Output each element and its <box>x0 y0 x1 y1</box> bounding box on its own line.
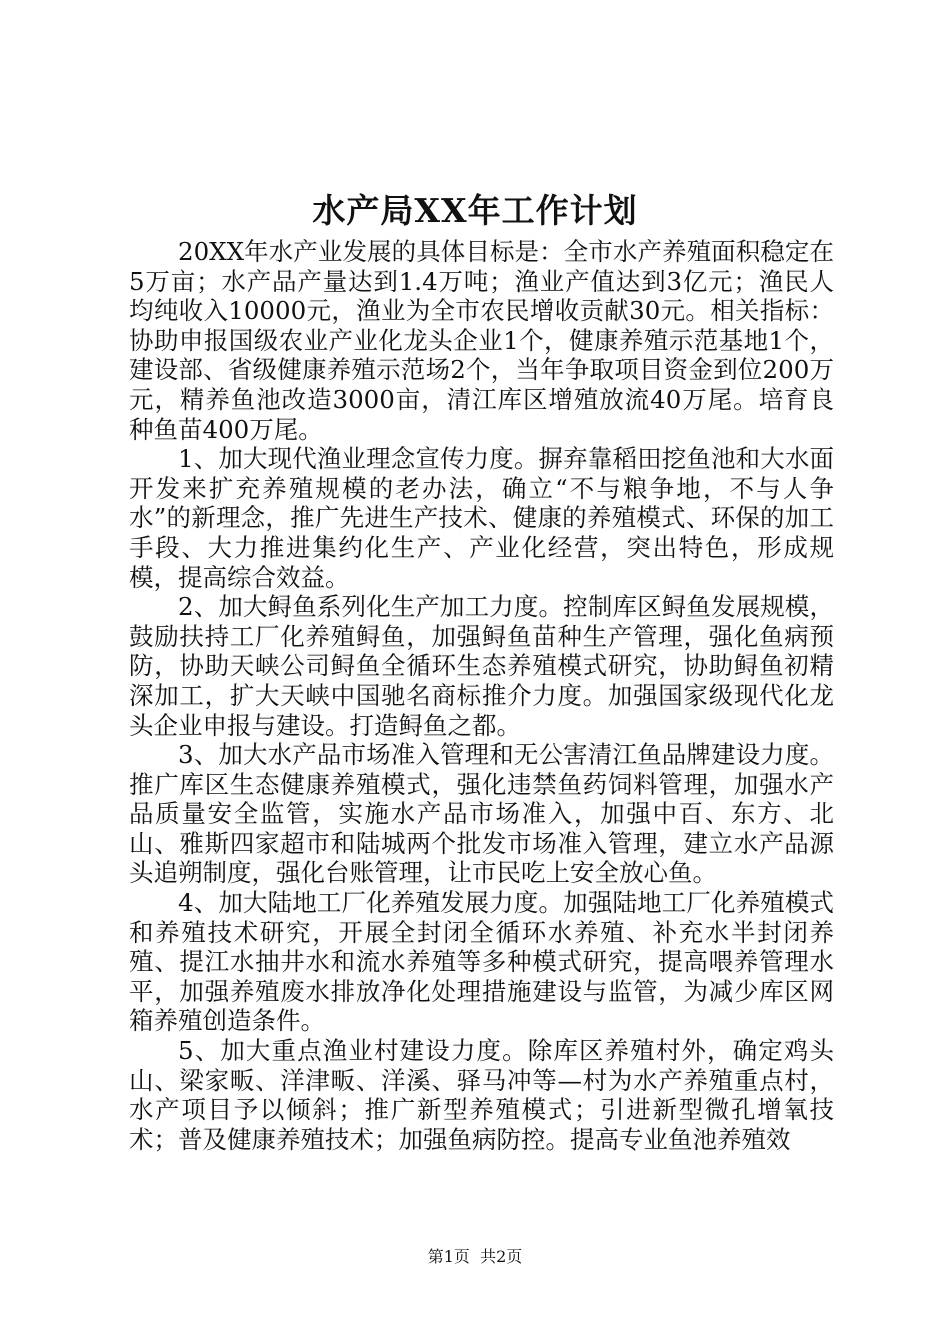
page-number: 第1页 共2页 <box>427 1247 523 1266</box>
document-title: 水产局XX年工作计划 <box>312 191 638 230</box>
paragraph-item-4: 4、加大陆地工厂化养殖发展力度。加强陆地工厂化养殖模式和养殖技术研究，开展全封闭全循环水养殖、补充水半封闭养殖、提江水抽井水和流水养殖等多种模式研究，提高喂养管理水平，加强养殖废水排放净化处理措施建设与监管，为减少库区网箱养殖创造条件。 <box>129 888 834 1036</box>
document-body <box>129 237 834 1154</box>
paragraph-item-5: 5、加大重点渔业村建设力度。除库区养殖村外，确定鸡头山、梁家畈、洋津畈、洋溪、驿马冲等—村为水产养殖重点村，水产项目予以倾斜；推广新型养殖模式；引进新型微孔增氧技术；普及健康养殖技术；加强鱼病防控。提高专业鱼池养殖效 <box>129 1036 834 1154</box>
paragraph-item-2: 2、加大鲟鱼系列化生产加工力度。控制库区鲟鱼发展规模，鼓励扶持工厂化养殖鲟鱼，加强鲟鱼苗种生产管理，强化鱼病预防，协助天峡公司鲟鱼全循环生态养殖模式研究，协助鲟鱼初精深加工，扩大天峡中国驰名商标推介力度。加强国家级现代化龙头企业申报与建设。打造鲟鱼之都。 <box>129 592 834 740</box>
page-footer <box>0 1246 950 1268</box>
paragraph-intro: 20XX年水产业发展的具体目标是：全市水产养殖面积稳定在5万亩；水产品产量达到1.4万吨；渔业产值达到3亿元；渔民人均纯收入10000元，渔业为全市农民增收贡献30元。相关指标：协助申报国级农业产业化龙头企业1个，健康养殖示范基地1个，建设部、省级健康养殖示范场2个，当年争取项目资金到位200万元，精养鱼池改造3000亩，清江库区增殖放流40万尾。培育良种鱼苗400万尾。 <box>129 237 834 444</box>
paragraph-item-3: 3、加大水产品市场准入管理和无公害清江鱼品牌建设力度。推广库区生态健康养殖模式，强化违禁鱼药饲料管理，加强水产品质量安全监管，实施水产品市场准入，加强中百、东方、北山、雅斯四家超市和陆城两个批发市场准入管理，建立水产品源头追朔制度，强化台账管理，让市民吃上安全放心鱼。 <box>129 740 834 888</box>
paragraph-item-1: 1、加大现代渔业理念宣传力度。摒弃靠稻田挖鱼池和大水面开发来扩充养殖规模的老办法，确立“不与粮争地，不与人争水”的新理念，推广先进生产技术、健康的养殖模式、环保的加工手段、大力推进集约化生产、产业化经营，突出特色，形成规模，提高综合效益。 <box>129 444 834 592</box>
